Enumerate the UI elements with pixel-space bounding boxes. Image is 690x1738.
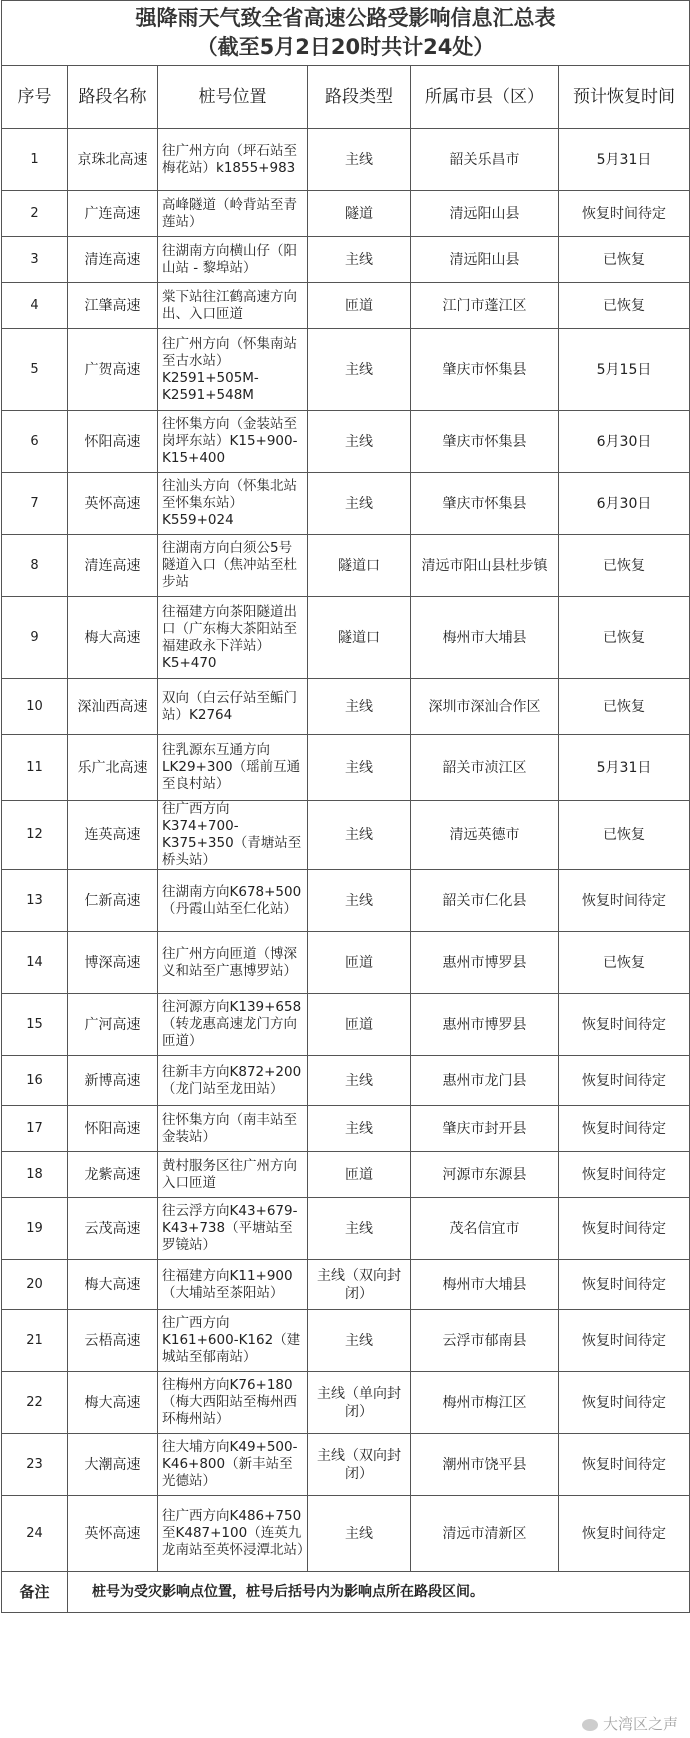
cell-area: 惠州市博罗县 [411, 994, 559, 1056]
table-row [2, 994, 690, 1056]
cell-stake: 往怀集方向（金装站至岗坪东站）K15+900-K15+400 [158, 411, 308, 473]
cell-road: 梅大高速 [68, 1372, 158, 1434]
cell-type: 主线 [308, 1106, 411, 1152]
cell-recover: 5月15日 [559, 329, 690, 411]
cell-no: 9 [2, 597, 68, 679]
cell-no: 19 [2, 1198, 68, 1260]
cell-type: 主线 [308, 329, 411, 411]
table-row [2, 801, 690, 870]
cell-stake: 往梅州方向K76+180（梅大西阳站至梅州西环梅州站） [158, 1372, 308, 1434]
cell-stake: 往广州方向（怀集南站至古水站）K2591+505M-K2591+548M [158, 329, 308, 411]
cell-area: 深圳市深汕合作区 [411, 679, 559, 735]
cell-no: 5 [2, 329, 68, 411]
cell-no: 7 [2, 473, 68, 535]
cell-stake: 往云浮方向K43+679-K43+738（平塘站至罗镜站） [158, 1198, 308, 1260]
cell-stake: 往广西方向K486+750至K487+100（连英九龙南站至英怀浸潭北站） [158, 1496, 308, 1572]
cell-stake: 往大埔方向K49+500-K46+800（新丰站至光德站） [158, 1434, 308, 1496]
cell-type: 主线 [308, 1496, 411, 1572]
cell-no: 20 [2, 1260, 68, 1310]
cell-recover: 恢复时间待定 [559, 1434, 690, 1496]
title-line-1: 强降雨天气致全省高速公路受影响信息汇总表 [135, 6, 556, 30]
cell-area: 清远英德市 [411, 801, 559, 870]
cell-road: 广连高速 [68, 191, 158, 237]
cell-stake: 双向（白云仔站至鲘门站）K2764 [158, 679, 308, 735]
cell-stake: 往河源方向K139+658（转龙惠高速龙门方向匝道） [158, 994, 308, 1056]
cell-stake: 往湖南方向K678+500（丹霞山站至仁化站） [158, 870, 308, 932]
cell-road: 乐广北高速 [68, 735, 158, 801]
cell-road: 大潮高速 [68, 1434, 158, 1496]
cell-type: 主线（双向封闭） [308, 1434, 411, 1496]
cell-recover: 恢复时间待定 [559, 870, 690, 932]
cell-recover: 已恢复 [559, 597, 690, 679]
cell-stake: 往汕头方向（怀集北站至怀集东站）K559+024 [158, 473, 308, 535]
cell-no: 21 [2, 1310, 68, 1372]
cell-no: 24 [2, 1496, 68, 1572]
cell-recover: 6月30日 [559, 411, 690, 473]
cell-road: 英怀高速 [68, 473, 158, 535]
watermark [582, 1713, 678, 1734]
cell-area: 河源市东源县 [411, 1152, 559, 1198]
table-row [2, 283, 690, 329]
cell-area: 云浮市郁南县 [411, 1310, 559, 1372]
cell-area: 韶关乐昌市 [411, 129, 559, 191]
cell-road: 云茂高速 [68, 1198, 158, 1260]
table-row [2, 597, 690, 679]
cell-no: 16 [2, 1056, 68, 1106]
cell-area: 潮州市饶平县 [411, 1434, 559, 1496]
cell-road: 江肇高速 [68, 283, 158, 329]
cell-area: 梅州市梅江区 [411, 1372, 559, 1434]
header-area: 所属市县（区） [411, 66, 559, 129]
cell-type: 隧道 [308, 191, 411, 237]
cell-type: 主线 [308, 679, 411, 735]
cell-recover: 恢复时间待定 [559, 1198, 690, 1260]
cell-type: 主线 [308, 129, 411, 191]
cell-recover: 恢复时间待定 [559, 1310, 690, 1372]
cell-area: 清远阳山县 [411, 191, 559, 237]
cell-no: 13 [2, 870, 68, 932]
table-row [2, 735, 690, 801]
cell-recover: 恢复时间待定 [559, 1106, 690, 1152]
cell-no: 1 [2, 129, 68, 191]
cell-area: 肇庆市怀集县 [411, 329, 559, 411]
title-line-2: （截至5月2日20时共计24处） [196, 35, 495, 59]
cell-area: 江门市蓬江区 [411, 283, 559, 329]
cell-stake: 往广西方向K161+600-K162（建城站至郁南站） [158, 1310, 308, 1372]
table-row [2, 473, 690, 535]
cell-recover: 已恢复 [559, 283, 690, 329]
note-label: 备注 [2, 1572, 68, 1613]
cell-type: 主线 [308, 1310, 411, 1372]
cell-no: 3 [2, 237, 68, 283]
cell-stake: 往广州方向（坪石站至梅花站）k1855+983 [158, 129, 308, 191]
cell-road: 怀阳高速 [68, 411, 158, 473]
cell-road: 梅大高速 [68, 1260, 158, 1310]
cell-no: 11 [2, 735, 68, 801]
cell-type: 匝道 [308, 1152, 411, 1198]
cell-recover: 已恢复 [559, 237, 690, 283]
table-row [2, 129, 690, 191]
cell-area: 梅州市大埔县 [411, 597, 559, 679]
table-row [2, 932, 690, 994]
table-row [2, 535, 690, 597]
header-road: 路段名称 [68, 66, 158, 129]
table-row [2, 1198, 690, 1260]
cell-type: 主线 [308, 801, 411, 870]
cell-recover: 恢复时间待定 [559, 191, 690, 237]
cell-type: 主线 [308, 870, 411, 932]
cell-type: 匝道 [308, 283, 411, 329]
table-row [2, 191, 690, 237]
cell-area: 清远市清新区 [411, 1496, 559, 1572]
header-type: 路段类型 [308, 66, 411, 129]
cell-area: 韶关市仁化县 [411, 870, 559, 932]
cell-road: 云梧高速 [68, 1310, 158, 1372]
cell-area: 惠州市博罗县 [411, 932, 559, 994]
cell-recover: 恢复时间待定 [559, 1152, 690, 1198]
cell-area: 清远阳山县 [411, 237, 559, 283]
cell-area: 肇庆市封开县 [411, 1106, 559, 1152]
cell-area: 惠州市龙门县 [411, 1056, 559, 1106]
cell-recover: 恢复时间待定 [559, 994, 690, 1056]
cell-road: 仁新高速 [68, 870, 158, 932]
cell-no: 4 [2, 283, 68, 329]
cell-recover: 已恢复 [559, 801, 690, 870]
cell-stake: 往福建方向茶阳隧道出口（广东梅大茶阳站至福建政永下洋站）K5+470 [158, 597, 308, 679]
cell-stake: 往广州方向匝道（博深义和站至广惠博罗站） [158, 932, 308, 994]
cell-road: 京珠北高速 [68, 129, 158, 191]
note-text: 桩号为受灾影响点位置，桩号后括号内为影响点所在路段区间。 [68, 1572, 690, 1613]
cell-type: 主线 [308, 411, 411, 473]
cell-type: 匝道 [308, 994, 411, 1056]
cell-road: 怀阳高速 [68, 1106, 158, 1152]
cell-road: 深汕西高速 [68, 679, 158, 735]
header-recover: 预计恢复时间 [559, 66, 690, 129]
table-row [2, 1260, 690, 1310]
table-row [2, 329, 690, 411]
cell-road: 英怀高速 [68, 1496, 158, 1572]
cell-no: 17 [2, 1106, 68, 1152]
table-row [2, 1310, 690, 1372]
cell-road: 清连高速 [68, 535, 158, 597]
cell-stake: 高峰隧道（岭背站至青莲站） [158, 191, 308, 237]
table-row [2, 679, 690, 735]
cell-road: 清连高速 [68, 237, 158, 283]
table-row [2, 1372, 690, 1434]
cell-stake: 棠下站往江鹤高速方向出、入口匝道 [158, 283, 308, 329]
cell-road: 广贺高速 [68, 329, 158, 411]
cell-type: 隧道口 [308, 535, 411, 597]
cell-no: 6 [2, 411, 68, 473]
cell-stake: 往广西方向K374+700-K375+350（青塘站至桥头站） [158, 801, 308, 870]
cell-no: 22 [2, 1372, 68, 1434]
cell-area: 茂名信宜市 [411, 1198, 559, 1260]
cell-stake: 往怀集方向（南丰站至金装站） [158, 1106, 308, 1152]
cell-recover: 恢复时间待定 [559, 1056, 690, 1106]
cell-no: 23 [2, 1434, 68, 1496]
header-row [2, 66, 690, 129]
cell-road: 龙紫高速 [68, 1152, 158, 1198]
weibo-icon [582, 1719, 598, 1731]
cell-road: 新博高速 [68, 1056, 158, 1106]
cell-no: 10 [2, 679, 68, 735]
page-title [2, 1, 690, 66]
cell-recover: 已恢复 [559, 932, 690, 994]
title-row [2, 1, 690, 66]
header-stake: 桩号位置 [158, 66, 308, 129]
cell-road: 博深高速 [68, 932, 158, 994]
table-row [2, 1152, 690, 1198]
cell-no: 14 [2, 932, 68, 994]
cell-recover: 已恢复 [559, 535, 690, 597]
cell-road: 连英高速 [68, 801, 158, 870]
note-row [2, 1572, 690, 1613]
cell-stake: 黄村服务区往广州方向入口匝道 [158, 1152, 308, 1198]
cell-area: 梅州市大埔县 [411, 1260, 559, 1310]
cell-no: 2 [2, 191, 68, 237]
cell-no: 8 [2, 535, 68, 597]
cell-stake: 往湖南方向横山仔（阳山站 - 黎埠站） [158, 237, 308, 283]
header-no: 序号 [2, 66, 68, 129]
cell-type: 主线（单向封闭） [308, 1372, 411, 1434]
table-row [2, 1056, 690, 1106]
cell-stake: 往福建方向K11+900（大埔站至茶阳站） [158, 1260, 308, 1310]
cell-type: 主线 [308, 473, 411, 535]
cell-road: 广河高速 [68, 994, 158, 1056]
table-row [2, 237, 690, 283]
cell-stake: 往新丰方向K872+200（龙门站至龙田站） [158, 1056, 308, 1106]
impact-table [1, 0, 690, 1613]
cell-no: 12 [2, 801, 68, 870]
cell-type: 主线 [308, 237, 411, 283]
cell-recover: 6月30日 [559, 473, 690, 535]
cell-type: 隧道口 [308, 597, 411, 679]
cell-recover: 5月31日 [559, 735, 690, 801]
table-row [2, 411, 690, 473]
cell-recover: 恢复时间待定 [559, 1372, 690, 1434]
cell-recover: 恢复时间待定 [559, 1496, 690, 1572]
cell-recover: 恢复时间待定 [559, 1260, 690, 1310]
cell-road: 梅大高速 [68, 597, 158, 679]
cell-area: 肇庆市怀集县 [411, 473, 559, 535]
table-row [2, 1106, 690, 1152]
cell-no: 15 [2, 994, 68, 1056]
cell-type: 主线（双向封闭） [308, 1260, 411, 1310]
cell-stake: 往湖南方向白须公5号隧道入口（焦冲站至杜步站 [158, 535, 308, 597]
cell-area: 肇庆市怀集县 [411, 411, 559, 473]
cell-recover: 已恢复 [559, 679, 690, 735]
cell-type: 匝道 [308, 932, 411, 994]
cell-stake: 往乳源东互通方向LK29+300（瑶前互通至良村站） [158, 735, 308, 801]
cell-area: 韶关市浈江区 [411, 735, 559, 801]
table-row [2, 1434, 690, 1496]
watermark-text: 大湾区之声 [602, 1715, 678, 1733]
cell-no: 18 [2, 1152, 68, 1198]
cell-recover: 5月31日 [559, 129, 690, 191]
cell-type: 主线 [308, 1056, 411, 1106]
cell-type: 主线 [308, 735, 411, 801]
table-row [2, 870, 690, 932]
cell-area: 清远市阳山县杜步镇 [411, 535, 559, 597]
cell-type: 主线 [308, 1198, 411, 1260]
table-row [2, 1496, 690, 1572]
